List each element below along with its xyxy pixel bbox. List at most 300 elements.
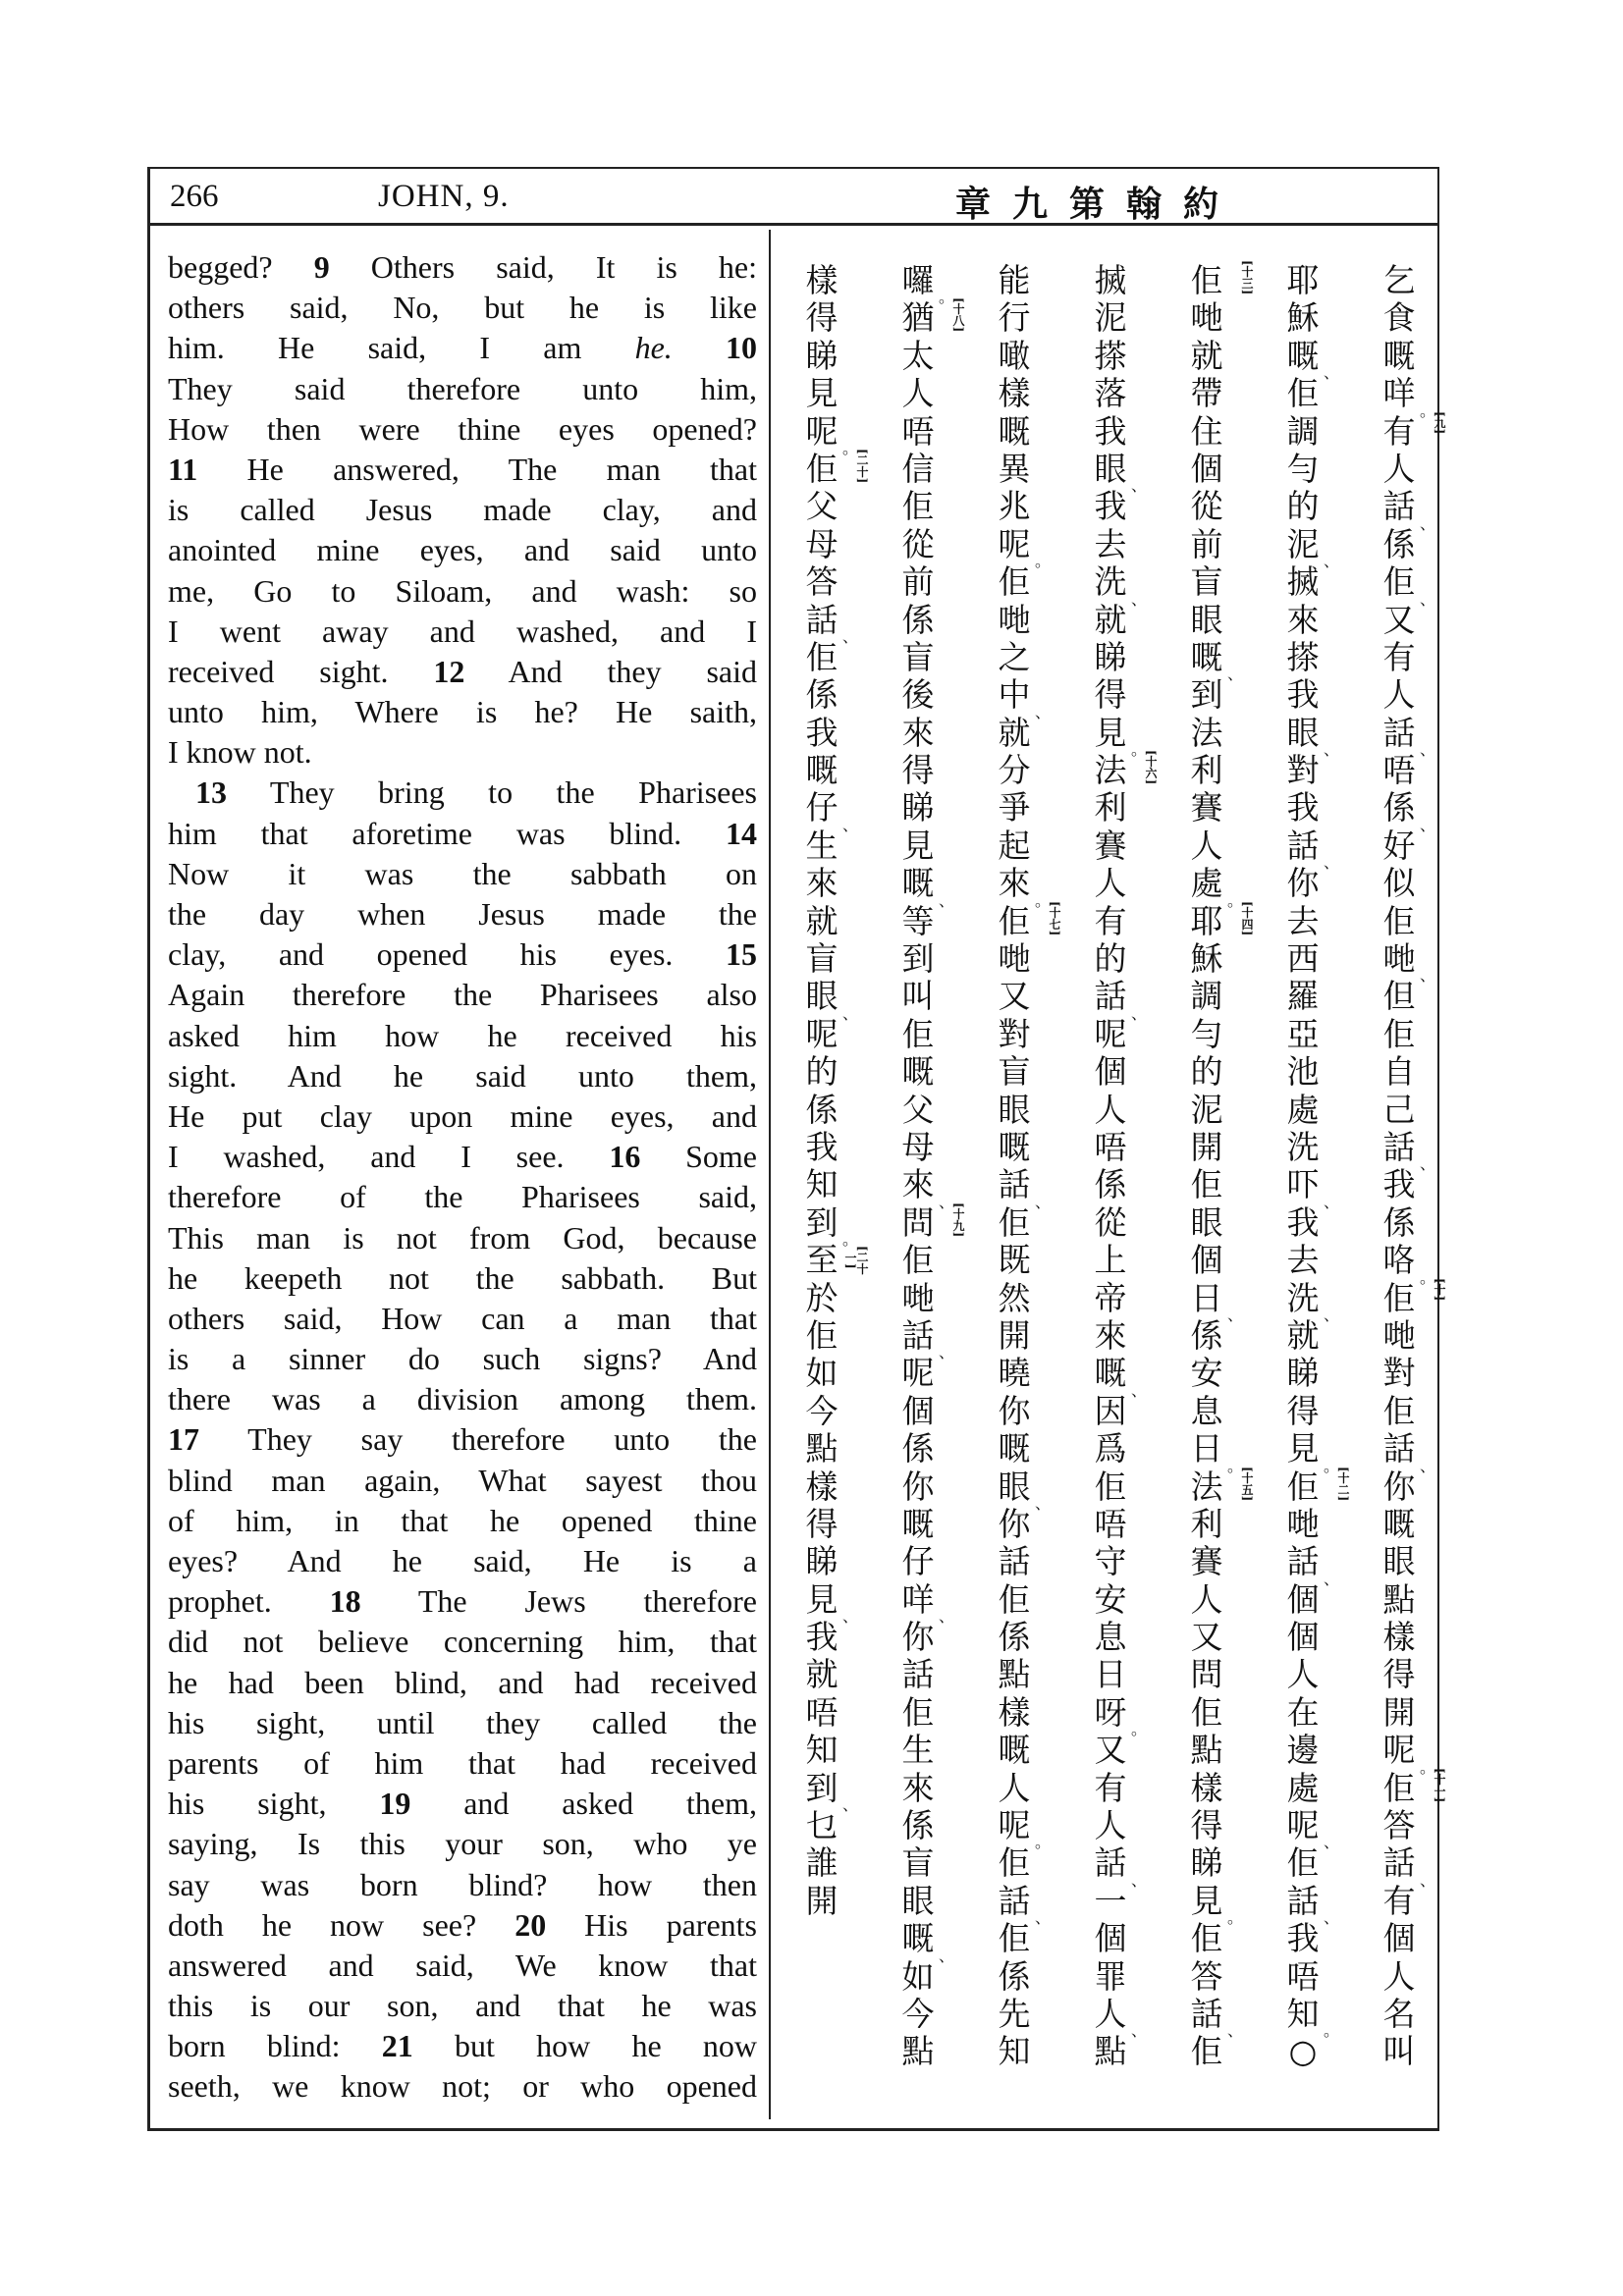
chinese-character: 答 — [1382, 1806, 1416, 1845]
chinese-character: 安 — [1190, 1354, 1223, 1393]
chinese-character: 盲 — [805, 939, 839, 979]
chinese-character: 答 — [1190, 1956, 1223, 1996]
chinese-character: 泥 、 — [1286, 524, 1339, 571]
chinese-character: 日 。 — [1190, 1429, 1243, 1475]
chinese-character: 話 、 — [1382, 713, 1435, 760]
punctuation-mark: 、 — [1323, 1569, 1339, 1588]
text-line: others said, How can a man that — [168, 1300, 757, 1336]
chinese-character: 點 — [1094, 2032, 1127, 2071]
punctuation-mark: 。 — [938, 288, 954, 307]
chinese-character: 唔 — [805, 1692, 839, 1732]
chinese-character: 人 — [998, 1768, 1031, 1807]
chinese-character: 點 — [805, 1429, 839, 1468]
chinese-character: 話 — [901, 1655, 935, 1694]
punctuation-mark: 、 — [1034, 1493, 1051, 1513]
chinese-character: 太 — [901, 336, 935, 375]
text-line: They said therefore unto him, — [168, 370, 757, 406]
chinese-character: 乜 — [805, 1806, 839, 1845]
chinese-character: 佢 — [805, 637, 839, 676]
chinese-character: 話 、 — [1382, 487, 1435, 533]
chinese-character: 你 — [901, 1618, 935, 1657]
chinese-character: 知 — [998, 2032, 1031, 2071]
chinese-character: 處 — [1286, 1768, 1320, 1807]
chinese-character: 嘅 — [998, 411, 1031, 451]
punctuation-mark: 、 — [938, 1192, 954, 1211]
chinese-character: 亞 — [1286, 1014, 1320, 1053]
text-line: How then were thine eyes opened? — [168, 410, 757, 447]
chinese-character: 唔 — [1094, 1504, 1127, 1543]
chinese-character: 勻 — [1190, 1014, 1223, 1053]
chinese-character: 後 — [901, 675, 935, 715]
chinese-character: 佢 — [1382, 901, 1416, 940]
page-number: 266 — [170, 179, 219, 214]
chinese-character: 知 — [805, 1731, 839, 1770]
chinese-character: 洗 、 — [1286, 1278, 1339, 1324]
chinese-character: 到 。 — [805, 1202, 858, 1250]
chinese-character: 呢 。 — [998, 1806, 1051, 1852]
chinese-character: 話 、 — [998, 1165, 1051, 1211]
chinese-character: 信 — [901, 449, 935, 488]
chinese-character: 息 — [1094, 1618, 1127, 1657]
punctuation-mark: 、 — [1419, 513, 1435, 533]
chinese-character: 得 — [1382, 1655, 1416, 1694]
chinese-character: 搣 — [1286, 562, 1320, 602]
punctuation-mark: 。 — [1419, 1267, 1435, 1287]
chinese-character: 人 — [1094, 864, 1127, 903]
chinese-character: 見 — [901, 826, 935, 865]
chinese-character: 爲 — [1094, 1429, 1127, 1468]
chinese-character: 個 — [1382, 1919, 1416, 1958]
english-text-column — [168, 247, 757, 2108]
punctuation-mark: 。 — [1419, 400, 1435, 420]
text-segment: he. — [634, 330, 673, 366]
chinese-character: 嘅 — [998, 1127, 1031, 1166]
verse-marker: [十五] — [1240, 1466, 1254, 1501]
chinese-character: 係 — [1382, 1202, 1416, 1242]
punctuation-mark: 、 — [938, 890, 954, 910]
chinese-character: 調 — [1190, 977, 1223, 1016]
chinese-character: 係 — [1382, 524, 1416, 563]
chinese-character: 人 、 — [1094, 1994, 1147, 2041]
punctuation-mark: 、 — [1034, 702, 1051, 721]
chinese-column-7 — [787, 261, 869, 1920]
chinese-character: [十一] 佢 — [1382, 1767, 1446, 1807]
chinese-character: 開 — [998, 1315, 1031, 1355]
chinese-character: 我 — [1094, 411, 1127, 451]
chinese-character: 名 — [1382, 1994, 1416, 2033]
chinese-character: 係 — [901, 1806, 935, 1845]
chinese-character: 問 — [1190, 1655, 1223, 1694]
chinese-character: 人 — [1190, 826, 1223, 865]
chinese-character: 話 、 — [998, 1881, 1051, 1928]
chinese-character: 你 — [901, 1467, 935, 1506]
chinese-character: 洗 — [1286, 1127, 1320, 1166]
punctuation-mark: 、 — [1419, 966, 1435, 986]
chinese-character: 人 — [1382, 1956, 1416, 1996]
chinese-character: 曉 — [998, 1354, 1031, 1393]
chinese-character: 調 — [1286, 411, 1320, 451]
chinese-character: 對 — [1286, 751, 1320, 790]
chinese-character: 有 — [1094, 1768, 1127, 1807]
chinese-character: 睇 — [1190, 1843, 1223, 1883]
chinese-character: 來 — [1286, 600, 1320, 639]
running-title: JOHN, 9. — [378, 179, 510, 214]
chinese-character: ○ — [1288, 2032, 1318, 2071]
chinese-character: 又 — [998, 977, 1031, 1016]
chinese-character: 係 — [998, 1618, 1031, 1657]
chinese-character: 唔 — [1094, 1127, 1127, 1166]
verse-number: 12 — [433, 653, 465, 689]
chinese-character: 人 — [1382, 675, 1416, 715]
chinese-character: 咩 。 — [1382, 374, 1435, 420]
text-line — [168, 328, 757, 368]
chinese-character: 帝 — [1094, 1278, 1127, 1317]
punctuation-mark: 、 — [841, 1607, 858, 1627]
punctuation-mark: 、 — [938, 1607, 954, 1627]
chinese-character: 佢 、 — [1382, 562, 1435, 609]
chinese-character: 利 — [1190, 751, 1223, 790]
verse-marker: [二十一] — [843, 1245, 869, 1275]
chinese-character: 個 — [1286, 1618, 1320, 1657]
chinese-character: 個 — [1094, 1919, 1127, 1958]
chinese-character: 自 — [1382, 1052, 1416, 1092]
chinese-character: 呢 — [805, 1014, 839, 1053]
chinese-character: 賽 — [1190, 1542, 1223, 1581]
chinese-character: 眼 、 — [805, 977, 858, 1023]
chinese-character: 話 、 — [901, 1315, 954, 1362]
chinese-character: 睇 — [1286, 1354, 1320, 1393]
chinese-character: 息 — [1190, 1391, 1223, 1430]
text-line: his sight, 19 and asked them, — [168, 1786, 757, 1822]
punctuation-mark: 、 — [1323, 363, 1339, 383]
chinese-character: 來 — [901, 713, 935, 752]
chinese-character: 異 — [998, 449, 1031, 488]
chinese-character: 樣 — [805, 261, 839, 299]
verse-number: 16 — [609, 1139, 641, 1175]
chinese-character: 佢 — [901, 1014, 935, 1053]
chinese-character: 哋 — [998, 939, 1031, 979]
chinese-character: 母 — [901, 1127, 935, 1166]
chinese-character: 從 — [1094, 1202, 1127, 1242]
verse-number: 14 — [726, 815, 757, 851]
chinese-column-3 — [1172, 260, 1254, 2071]
chinese-character: 我 — [1094, 487, 1127, 526]
chinese-character: 行 — [998, 298, 1031, 338]
punctuation-mark: 、 — [1130, 2021, 1147, 2041]
chinese-character: 人 — [1094, 1806, 1127, 1845]
text-line: parents of him that had received — [168, 1744, 757, 1781]
chinese-character: 嘅 、 — [901, 864, 954, 910]
punctuation-mark: 。 — [1226, 1456, 1243, 1475]
chinese-character: 人 — [1382, 449, 1416, 488]
chinese-character: 穌 — [1190, 939, 1223, 979]
chinese-character: 食 — [1382, 298, 1416, 338]
chinese-character: 呢 。 — [805, 411, 858, 457]
chinese-character: 嘅 — [1382, 1504, 1416, 1543]
punctuation-mark: 、 — [1323, 1192, 1339, 1211]
chinese-character: 法 — [1190, 713, 1223, 752]
chinese-character: 係 — [901, 1429, 935, 1468]
verse-marker: [十七] — [1048, 900, 1061, 935]
chinese-character: 點 — [998, 1655, 1031, 1694]
verse-marker: [九] — [1433, 410, 1446, 434]
text-line: I washed, and I see. 16 Some — [168, 1139, 757, 1175]
chinese-character: 佢 — [998, 1843, 1031, 1883]
chinese-character: 咯 。 — [1382, 1241, 1435, 1287]
chinese-character: 處 — [1286, 1090, 1320, 1129]
chinese-character: [二十] 佢 — [805, 448, 869, 488]
verse-marker: [十三] — [1240, 260, 1254, 295]
chinese-character: 起 — [998, 826, 1031, 865]
chinese-character: 佢 — [1382, 1014, 1416, 1053]
text-line: me, Go to Siloam, and wash: so — [168, 572, 757, 609]
chinese-character: 開 — [1382, 1692, 1416, 1732]
chinese-character: 係 — [998, 1956, 1031, 1996]
chinese-character: 話 、 — [1094, 1843, 1147, 1890]
verse-number: 10 — [726, 330, 757, 366]
chinese-character: 佢 — [901, 1692, 935, 1732]
chinese-character: 賽 — [1190, 788, 1223, 828]
text-line: blind man again, What sayest thou — [168, 1462, 757, 1498]
chinese-character: 個 — [1286, 1579, 1320, 1619]
chinese-character: 佢 — [998, 1579, 1031, 1619]
punctuation-mark: 、 — [841, 626, 858, 646]
chinese-character: 嘅 — [998, 1429, 1031, 1468]
chinese-character: [十九] 問 — [901, 1201, 965, 1242]
verse-number: 20 — [514, 1906, 547, 1943]
chinese-character: 穌 — [1286, 298, 1320, 338]
punctuation-mark: 。 — [1323, 1456, 1339, 1475]
punctuation-mark: 、 — [1130, 1380, 1147, 1400]
punctuation-mark: 。 — [1034, 552, 1051, 571]
punctuation-mark: 、 — [1323, 853, 1339, 873]
chinese-character: 從 — [1190, 487, 1223, 526]
chinese-character: 嘅 、 — [1286, 336, 1339, 383]
chinese-character: 我 — [1286, 675, 1320, 715]
chinese-character: 然 — [998, 1278, 1031, 1317]
chinese-character: 能 — [998, 261, 1031, 299]
chinese-text-columns — [779, 260, 1446, 2108]
text-line: He put clay upon mine eyes, and — [168, 1097, 757, 1134]
chinese-character: 睇 — [901, 788, 935, 828]
chinese-character: 吓 、 — [1286, 1165, 1339, 1211]
chinese-character: 樣 — [1382, 1618, 1416, 1657]
chinese-character: 如 — [901, 1956, 935, 1996]
text-line: Now it was the sabbath on — [168, 855, 757, 891]
punctuation-mark: 、 — [1323, 1908, 1339, 1928]
chinese-character: 耶 — [1286, 261, 1320, 299]
chinese-character: 佢 — [1190, 2032, 1223, 2071]
chinese-character: 話 、 — [1094, 977, 1147, 1023]
chinese-character: 爭 — [998, 788, 1031, 828]
text-line: therefore of the Pharisees said, — [168, 1179, 757, 1215]
verse-number: 18 — [329, 1583, 361, 1620]
chinese-character: 咩 、 — [901, 1579, 954, 1627]
chinese-character: 嘅 、 — [901, 1919, 954, 1965]
chinese-character: 得 — [1286, 1391, 1320, 1430]
chinese-character: 得 — [901, 751, 935, 790]
chinese-character: 似 — [1382, 864, 1416, 903]
chinese-character: 利 — [1190, 1504, 1223, 1543]
text-line: asked him how he received his — [168, 1017, 757, 1053]
chinese-character: 樣 — [998, 374, 1031, 413]
text-line: I know not. — [168, 734, 312, 771]
chinese-character: 就 — [805, 901, 839, 940]
punctuation-mark: 。 — [841, 1230, 858, 1250]
chinese-character: 哋 — [901, 1278, 935, 1317]
chinese-character: 泥 — [1190, 1090, 1223, 1129]
chinese-character: 池 — [1286, 1052, 1320, 1092]
chinese-character: 哋 — [998, 600, 1031, 639]
punctuation-mark: 。 — [1226, 1908, 1243, 1928]
chinese-character: 睇 — [805, 336, 839, 375]
chinese-character: 我 — [1286, 1919, 1320, 1958]
text-line: 17 They say therefore unto the — [168, 1421, 757, 1458]
punctuation-mark: 、 — [1226, 665, 1243, 684]
text-line: begged? 9 Others said, It is he: — [168, 249, 757, 285]
chinese-character: 搣 — [1094, 261, 1127, 299]
chinese-character: 利 — [1094, 788, 1127, 828]
page-header — [150, 169, 1437, 226]
chinese-character: 見 — [805, 374, 839, 413]
chinese-character: 就 — [1286, 1315, 1320, 1355]
text-line: seeth, we know not; or who opened — [168, 2068, 757, 2105]
chinese-character: 又 — [1382, 600, 1416, 639]
chinese-character: 既 — [998, 1241, 1031, 1280]
text-line: prophet. 18 The Jews therefore — [168, 1583, 757, 1620]
chinese-character: 係 — [805, 1090, 839, 1129]
chinese-character: 見 。 — [1190, 1881, 1243, 1928]
text-line: saying, Is this your son, who ye — [168, 1826, 757, 1862]
chinese-character: 話 、 — [1382, 1843, 1435, 1890]
text-line: 11 He answered, The man that — [168, 451, 757, 487]
chinese-character: 呢 。 — [1382, 1731, 1435, 1777]
chinese-character: 父 — [901, 1090, 935, 1129]
text-line: eyes? And he said, He is a — [168, 1543, 757, 1578]
verse-marker: [十四] — [1240, 900, 1254, 935]
chinese-character: 就 — [998, 713, 1031, 752]
chinese-character: 睇 — [805, 1542, 839, 1581]
chinese-character: 人 — [1190, 1579, 1223, 1619]
text-line: say was born blind? how then — [168, 1866, 757, 1902]
chinese-character: 哋 — [1382, 1315, 1416, 1355]
chinese-character: 今 — [805, 1391, 839, 1430]
chinese-character: 點 — [1382, 1579, 1416, 1619]
punctuation-mark: 、 — [1323, 740, 1339, 760]
chinese-character: 開 — [1190, 1127, 1223, 1166]
chinese-column-5 — [980, 261, 1061, 2071]
chinese-character: 眼 — [1190, 600, 1223, 639]
chinese-character: 日 — [1094, 1655, 1127, 1694]
chinese-character: [十七] 佢 — [998, 900, 1061, 940]
chinese-character: 盲 — [901, 637, 935, 676]
text-line: born blind: 21 but how he now — [168, 2028, 757, 2064]
punctuation-mark: 。 — [1323, 2021, 1339, 2041]
chinese-character: 羅 — [1286, 977, 1320, 1016]
punctuation-mark: 。 — [1419, 1757, 1435, 1777]
chinese-character: 噉 — [998, 336, 1031, 375]
chinese-character: 佢 — [1190, 1692, 1223, 1732]
text-line: received sight. 12 And they said — [168, 653, 757, 689]
chinese-character: 人 — [1094, 1090, 1127, 1129]
punctuation-mark: 、 — [1323, 1833, 1339, 1852]
chinese-character: 哋 — [1286, 1504, 1320, 1543]
chinese-character: 佢 — [998, 1202, 1031, 1242]
chinese-character: 佢 — [805, 1315, 839, 1355]
text-line: did not believe concerning him, that — [168, 1624, 757, 1660]
punctuation-mark: 、 — [938, 1343, 954, 1362]
punctuation-mark: 、 — [1226, 1305, 1243, 1324]
punctuation-mark: 、 — [841, 1003, 858, 1023]
chinese-character: 佢 — [1382, 1391, 1416, 1430]
chinese-character: 仔 — [901, 1542, 935, 1581]
text-line: of him, in that he opened thine — [168, 1502, 757, 1538]
chinese-character: 嘅 — [805, 751, 839, 790]
chinese-character: 你 — [1286, 864, 1320, 903]
chinese-character: 但 — [1382, 977, 1416, 1016]
chinese-column-1 — [1365, 261, 1446, 2071]
verse-marker: [十八] — [951, 297, 965, 333]
chinese-character: 我 — [1286, 1202, 1320, 1242]
chinese-character: 嘅 — [998, 1731, 1031, 1770]
punctuation-mark: 、 — [841, 1795, 858, 1815]
chinese-character: 哋 — [1190, 298, 1223, 338]
chinese-character: 又 — [1094, 1731, 1127, 1770]
chinese-character: 來 。 — [998, 864, 1051, 910]
chinese-character: 眼 、 — [998, 1467, 1051, 1513]
verse-number: 17 — [168, 1421, 199, 1458]
chinese-character: 前 — [901, 562, 935, 602]
chinese-character: 係 — [1094, 1165, 1127, 1204]
punctuation-mark: 、 — [1034, 1192, 1051, 1211]
verse-number: 19 — [379, 1786, 411, 1822]
chinese-character: 叫 — [901, 977, 935, 1016]
page-frame — [147, 167, 1446, 2131]
chinese-character: 唔 — [1382, 751, 1416, 790]
chinese-character: 嘅 — [901, 1052, 935, 1092]
chinese-character: 佢 — [998, 562, 1031, 602]
chinese-character: 於 — [805, 1278, 839, 1317]
chinese-character: 中 、 — [998, 675, 1051, 721]
chinese-character: 見 、 — [805, 1579, 858, 1627]
chinese-character: 佢 — [1286, 374, 1320, 413]
chinese-character: 先 — [998, 1994, 1031, 2033]
chinese-character: 佢 — [901, 487, 935, 526]
chinese-character: 去 — [1286, 901, 1320, 940]
chinese-character: 兆 — [998, 487, 1031, 526]
chinese-character: 邊 — [1286, 1731, 1320, 1770]
chinese-character: 嘅 、 — [1094, 1354, 1147, 1400]
chinese-character: 唔 — [1286, 1956, 1320, 1996]
chinese-character: 前 — [1190, 524, 1223, 563]
chinese-character: 點 — [1190, 1731, 1223, 1770]
chinese-character: 去 — [1094, 524, 1127, 563]
chinese-character: 搽 — [1094, 336, 1127, 375]
chinese-character: 你 — [1382, 1467, 1416, 1506]
chinese-character: 話 、 — [1286, 826, 1339, 873]
chinese-character: 得 — [1190, 1806, 1223, 1845]
punctuation-mark: 、 — [1419, 1154, 1435, 1174]
chinese-character: 就 — [805, 1655, 839, 1694]
chinese-character: 一 — [1094, 1881, 1127, 1920]
punctuation-mark: 、 — [1419, 1870, 1435, 1890]
chinese-character: 人 — [1286, 1655, 1320, 1694]
text-line: 13 They bring to the Pharisees — [195, 774, 757, 811]
verse-number: 9 — [313, 249, 330, 285]
punctuation-mark: 、 — [1130, 476, 1147, 496]
chinese-character: 佢 — [901, 1241, 935, 1280]
chinese-character: 睇 — [1094, 637, 1127, 676]
